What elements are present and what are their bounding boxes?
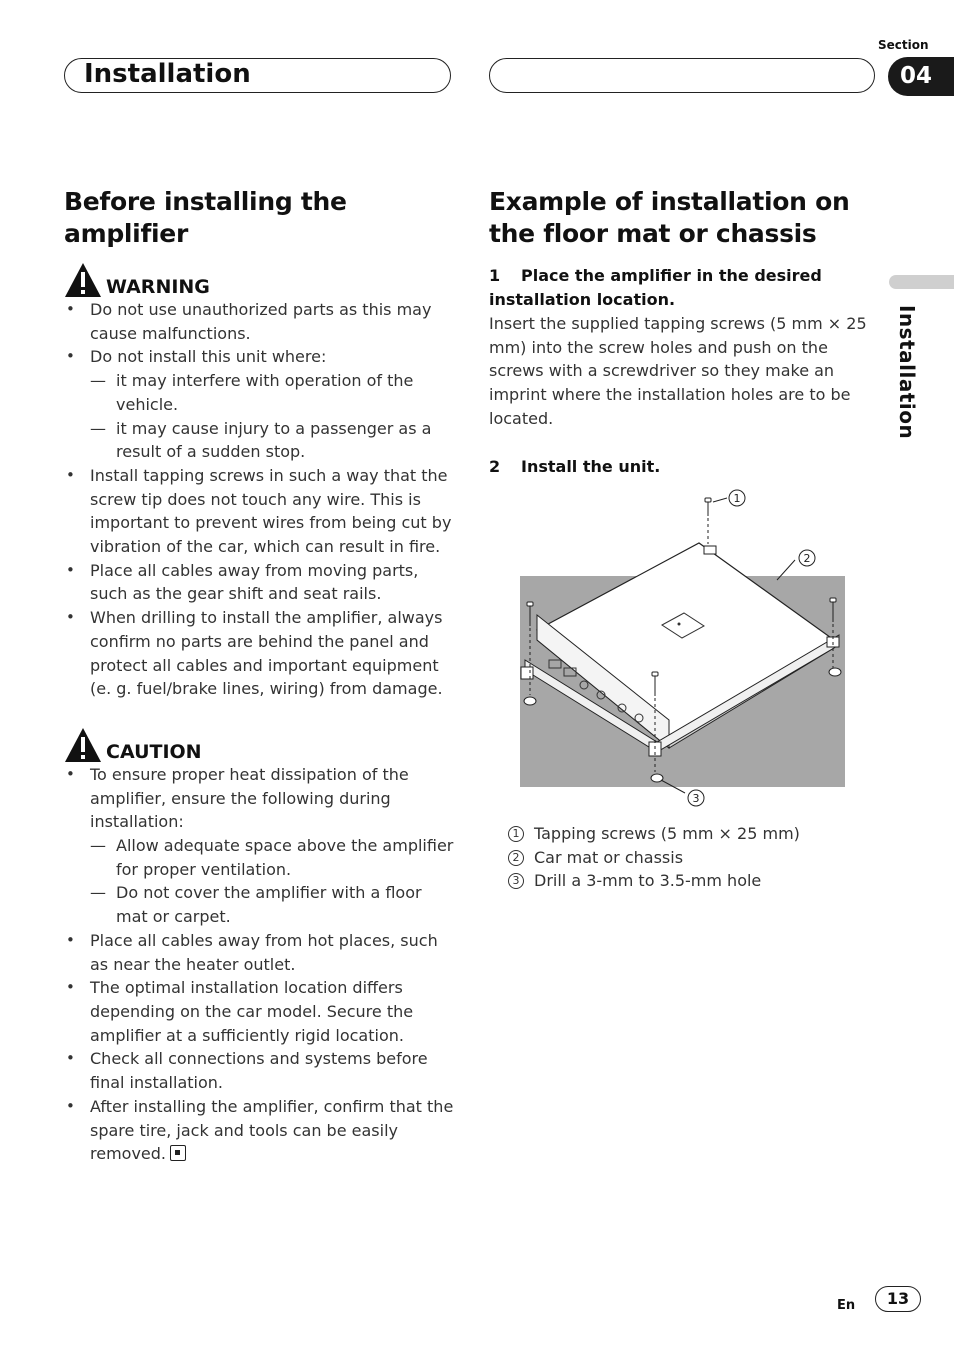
end-of-section-icon <box>170 1145 186 1161</box>
caution-title: CAUTION <box>106 740 202 763</box>
installation-figure <box>489 480 879 820</box>
caution-sublist <box>90 834 454 929</box>
list-item: • Install tapping screws in such a way that the screw tip does not touch any wire. This is important to prevent wires from being cut by vibration of the car, which can result in fire. <box>64 464 454 559</box>
caution-list <box>64 763 454 1166</box>
example-installation-heading: Example of installation on the floor mat or chassis <box>489 187 850 248</box>
list-item-text: To ensure proper heat dissipation of the amplifier, ensure the following during installation: <box>90 764 409 832</box>
list-item-text: Do not install this unit where: <box>90 347 327 367</box>
list-item-text: After installing the amplifier, confirm that the spare tire, jack and tools can be easily removed. <box>90 1096 454 1164</box>
step-title: Place the amplifier in the desired installation location. <box>489 266 822 309</box>
list-item <box>64 763 454 929</box>
side-tab-label: Installation <box>895 305 919 440</box>
warning-title: WARNING <box>106 276 210 298</box>
list-item: • Place all cables away from hot places, such as near the heater outlet. <box>64 929 454 976</box>
callout-2-number: 2 <box>803 552 811 565</box>
left-column <box>64 186 454 1166</box>
callout-1-number: 1 <box>733 492 741 505</box>
amplifier-installation-illustration <box>489 480 879 820</box>
legend-item <box>508 869 868 893</box>
legend-item <box>508 846 868 870</box>
step-1-body: Insert the supplied tapping screws (5 mm × 25 mm) into the screw holes and push on the screws with a screwdriver so they make an imprint where the installation holes are to be located. <box>489 314 867 428</box>
list-item: • Check all connections and systems before final installation. <box>64 1047 454 1094</box>
step-number: 1 <box>489 266 501 285</box>
section-number-badge: 04 <box>888 57 954 96</box>
step-number: 2 <box>489 456 501 476</box>
warning-list <box>64 298 454 701</box>
callout-3-number: 3 <box>692 792 700 805</box>
right-column <box>489 186 879 479</box>
warning-header <box>64 262 454 298</box>
page-number: 13 <box>875 1286 921 1312</box>
list-item: • Do not use unauthorized parts as this may cause malfunctions. <box>64 298 454 345</box>
sublist-item: — Allow adequate space above the amplifier for proper ventilation. <box>90 834 454 881</box>
legend-text: Car mat or chassis <box>534 847 684 867</box>
caution-triangle-icon <box>64 727 102 763</box>
legend-number: 3 <box>508 873 524 889</box>
legend-number: 1 <box>508 826 524 842</box>
figure-legend <box>508 822 868 893</box>
caution-header <box>64 727 454 763</box>
warning-triangle-icon <box>64 262 102 298</box>
step-2-heading <box>489 455 879 479</box>
list-item: • Place all cables away from moving parts, such as the gear shift and seat rails. <box>64 559 454 606</box>
legend-text: Drill a 3-mm to 3.5-mm hole <box>534 871 762 891</box>
list-item: • When drilling to install the amplifier, always confirm no parts are behind the panel and protect all cables and important equipment (e. g. fuel/brake lines, wiring) from damage. <box>64 606 454 701</box>
chapter-title: Installation <box>84 59 251 89</box>
list-item <box>64 1095 454 1166</box>
sublist-item: — it may cause injury to a passenger as a result of a sudden stop. <box>90 417 454 464</box>
section-label: Section <box>878 38 929 52</box>
header-right-frame <box>489 58 875 93</box>
warning-sublist <box>90 369 454 464</box>
language-code: En <box>837 1298 856 1313</box>
legend-number: 2 <box>508 850 524 866</box>
side-tab-marker <box>889 275 954 289</box>
before-installing-heading: Before installing the amplifier <box>64 187 347 248</box>
legend-item <box>508 822 868 846</box>
sublist-item: — Do not cover the amplifier with a floor mat or carpet. <box>90 881 454 928</box>
list-item: • The optimal installation location differs depending on the car model. Secure the amplifier at a sufficiently rigid location. <box>64 976 454 1047</box>
sublist-item: — it may interfere with operation of the vehicle. <box>90 369 454 416</box>
legend-text: Tapping screws (5 mm × 25 mm) <box>534 824 800 843</box>
list-item <box>64 345 454 464</box>
step-title: Install the unit. <box>521 456 661 476</box>
step-1-heading <box>489 264 879 312</box>
